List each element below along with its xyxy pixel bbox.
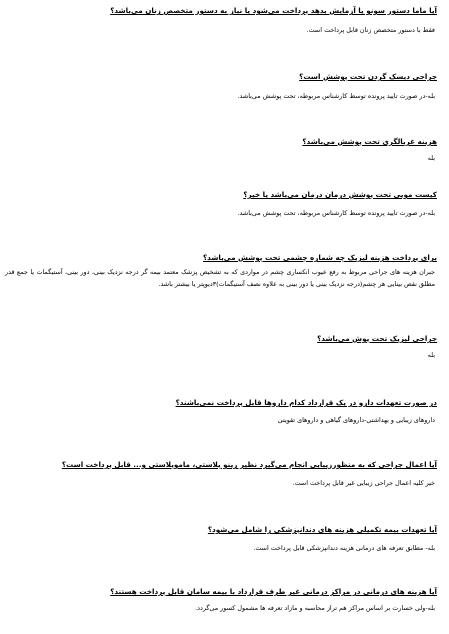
faq-answer-3: بله xyxy=(427,154,435,162)
faq-answer-10: بله-ولی خسارت بر اساس مراکز هم تراز محاسبه و مازاد تعرفه ها مشمول کسور می‌گردد. xyxy=(195,604,435,612)
faq-answer-1: فقط با دستور متخصص زنان قابل پرداخت است. xyxy=(306,26,435,34)
faq-question-4: کیست مویی تحت پوشش درمان درمان می‌باشد یا خیر؟ xyxy=(243,190,437,199)
faq-answer-4: بله-در صورت تایید پرونده توسط کارشناس مربوطه، تحت پوشش می‌باشد. xyxy=(237,209,435,217)
faq-answer-8: خیر کلیه اعمال جراحی زیبایی غیر قابل پرداخت است. xyxy=(292,479,435,487)
faq-question-9: آیا تعهدات بیمه تکمیلی هزینه های دندانپزشکی را شامل می‌شود؟ xyxy=(207,525,437,534)
faq-answer-9: بله- مطابق تعرفه های درمانی هزینه دندانپزشکی قابل پرداخت است. xyxy=(253,544,435,552)
faq-question-10: آیا هزینه های درمانی در مراکز درمانی غیر طرف قرارداد با بیمه سامان قابل پرداخت هستند؟ xyxy=(110,587,437,596)
faq-question-3: هزینه غربالگری تحت پوشش می‌باشد؟ xyxy=(302,137,437,146)
faq-question-8: آیا اعمال جراحی که به منظورزیبایی انجام می‌گیرد نظیر رینو پلاستی، ماموپلاستی و... قابل پرداخت است؟ xyxy=(61,460,437,469)
faq-answer-7: داروهای زیبایی و بهداشتی-داروهای گیاهی و داروهای تقویتی xyxy=(277,416,435,424)
faq-question-5: برای پرداخت هزینه لیزیک چه شماره چشمی تحت پوشش می‌باشد؟ xyxy=(203,253,437,262)
faq-question-2: جراحی دیسک گردن تحت پوشش است؟ xyxy=(299,72,437,81)
faq-answer-2: بله-در صورت تایید پرونده توسط کارشناس مربوطه، تحت پوشش می‌باشد. xyxy=(237,92,435,100)
faq-answer-6: بله xyxy=(427,351,435,359)
faq-question-1: آیا ماما دستور سونو یا آزمایش بدهد پرداخت می‌شود یا نیاز به دستور متخصص زنان می‌باشد؟ xyxy=(110,6,437,15)
faq-question-6: جراحی لیزیک تحت پوش می‌باشد؟ xyxy=(317,334,437,343)
faq-answer-5: جبران هزینه های جراحی مربوط به رفع عیوب انکساری چشم در مواردی که به تشخیص پزشک معتمد بیمه گر درجه نزدیک بینی، دور بینی، آستیگمات یا جمع قدر مطلق نقص بینایی هر چشم(درجه نزدیک بینی یا دور بینی به علاوه نصف آستیگمات)۳دیوپتر یا بیشتر باشد. xyxy=(5,268,435,288)
faq-question-7: در صورت تعهدات دارو در یک قرارداد کدام داروها قابل پرداخت نمی‌باشند؟ xyxy=(175,398,437,407)
